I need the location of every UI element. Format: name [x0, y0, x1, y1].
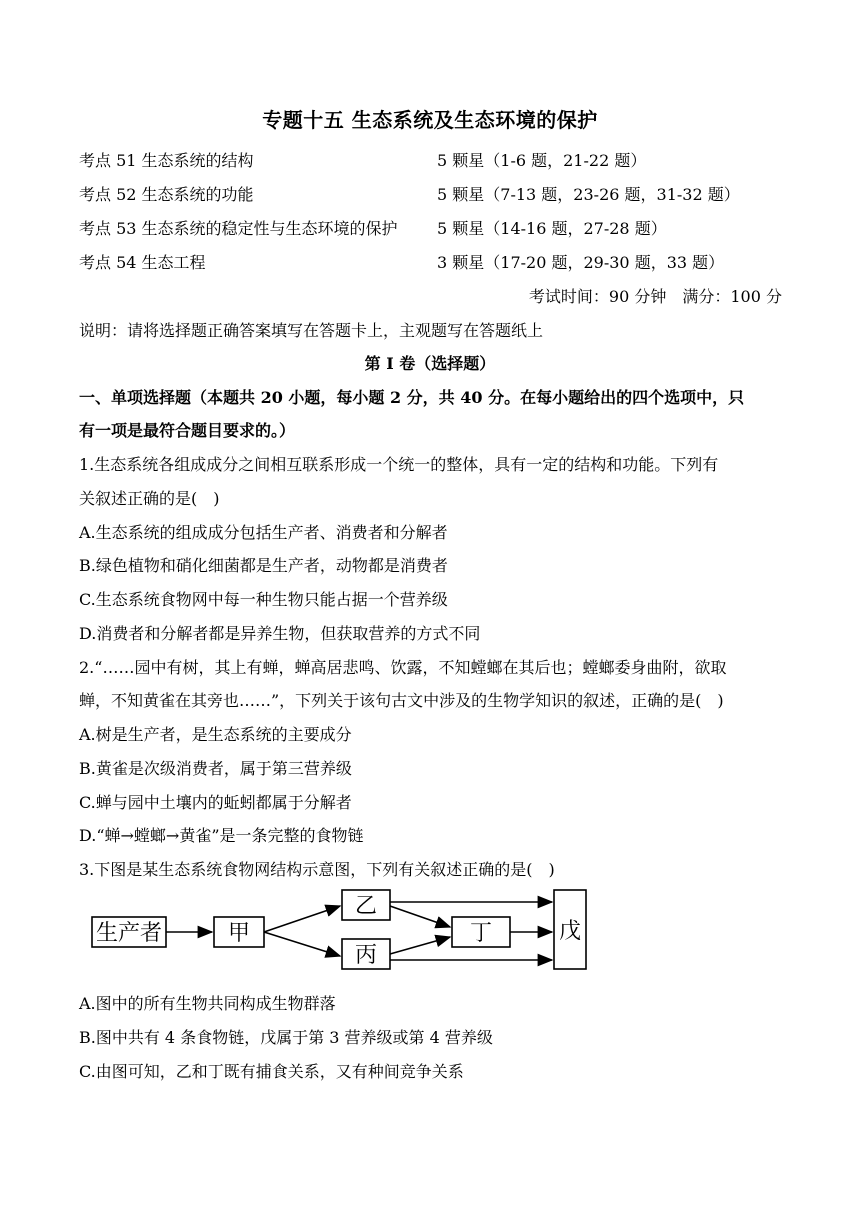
instructions: 说明：请将选择题正确答案填写在答题卡上，主观题写在答题纸上 [79, 321, 544, 340]
node-label-jia: 甲 [227, 921, 251, 946]
section-heading-line2: 有一项是最符合题目要求的。） [79, 421, 296, 440]
arrow-jia-yi [264, 906, 340, 932]
topic-stars: 5 颗星（7-13 题，23-26 题，31-32 题） [437, 185, 740, 204]
question-2-option-d: D.“蝉→螳螂→黄雀”是一条完整的食物链 [79, 826, 364, 845]
topic-stars: 3 颗星（17-20 题，29-30 题，33 题） [437, 253, 725, 272]
node-label-wu: 戊 [558, 919, 582, 944]
topic-row [79, 148, 799, 171]
food-web-diagram [90, 887, 590, 973]
question-1-stem: 1.生态系统各组成成分之间相互联系形成一个统一的整体，具有一定的结构和功能。下列有 [79, 455, 719, 474]
topic-name: 考点 52 生态系统的功能 [79, 185, 254, 204]
node-label-bing: 丙 [354, 943, 378, 968]
question-3-option-b: B.图中共有 4 条食物链，戊属于第 3 营养级或第 4 营养级 [79, 1028, 493, 1047]
exam-info: 考试时间：90 分钟 满分：100 分 [528, 287, 782, 306]
topic-name: 考点 51 生态系统的结构 [79, 151, 254, 170]
section-heading-line1: 一、单项选择题（本题共 20 小题，每小题 2 分，共 40 分。在每小题给出的四个选项中，只 [79, 388, 745, 407]
node-label-ding: 丁 [469, 921, 493, 946]
question-2-stem-cont: 蝉，不知黄雀在其旁也……”，下列关于该句古文中涉及的生物学知识的叙述，正确的是( ) [79, 691, 724, 710]
question-3-option-a: A.图中的所有生物共同构成生物群落 [79, 994, 336, 1013]
topic-row [79, 182, 799, 205]
question-1-option-c: C.生态系统食物网中每一种生物只能占据一个营养级 [79, 590, 448, 609]
question-1-option-a: A.生态系统的组成成分包括生产者、消费者和分解者 [79, 523, 448, 542]
arrow-yi-ding [390, 906, 450, 927]
topic-stars: 5 颗星（14-16 题，27-28 题） [437, 219, 667, 238]
question-2-option-c: C.蝉与园中土壤内的蚯蚓都属于分解者 [79, 793, 352, 812]
topic-name: 考点 53 生态系统的稳定性与生态环境的保护 [79, 219, 398, 238]
question-3-stem: 3.下图是某生态系统食物网结构示意图，下列有关叙述正确的是( ) [79, 860, 555, 879]
node-label-producer: 生产者 [95, 921, 163, 946]
topic-stars: 5 颗星（1-6 题，21-22 题） [437, 151, 647, 170]
topic-row [79, 216, 799, 239]
page-title: 专题十五 生态系统及生态环境的保护 [262, 108, 598, 132]
question-2-stem: 2.“……园中有树，其上有蝉，蝉高居悲鸣、饮露，不知螳螂在其后也；螳螂委身曲附，欲取 [79, 658, 727, 677]
question-1-stem-cont: 关叙述正确的是( ) [79, 489, 220, 508]
question-3-option-c: C.由图可知，乙和丁既有捕食关系，又有种间竞争关系 [79, 1062, 464, 1081]
question-2-option-a: A.树是生产者，是生态系统的主要成分 [79, 725, 352, 744]
question-1-option-b: B.绿色植物和硝化细菌都是生产者，动物都是消费者 [79, 556, 448, 575]
question-2-option-b: B.黄雀是次级消费者，属于第三营养级 [79, 759, 352, 778]
topic-name: 考点 54 生态工程 [79, 253, 206, 272]
section-title: 第 I 卷（选择题） [364, 354, 496, 373]
arrow-bing-ding [390, 937, 450, 954]
node-label-yi: 乙 [354, 894, 378, 919]
topic-row [79, 250, 799, 273]
question-1-option-d: D.消费者和分解者都是异养生物，但获取营养的方式不同 [79, 624, 481, 643]
arrow-jia-bing [264, 932, 340, 956]
